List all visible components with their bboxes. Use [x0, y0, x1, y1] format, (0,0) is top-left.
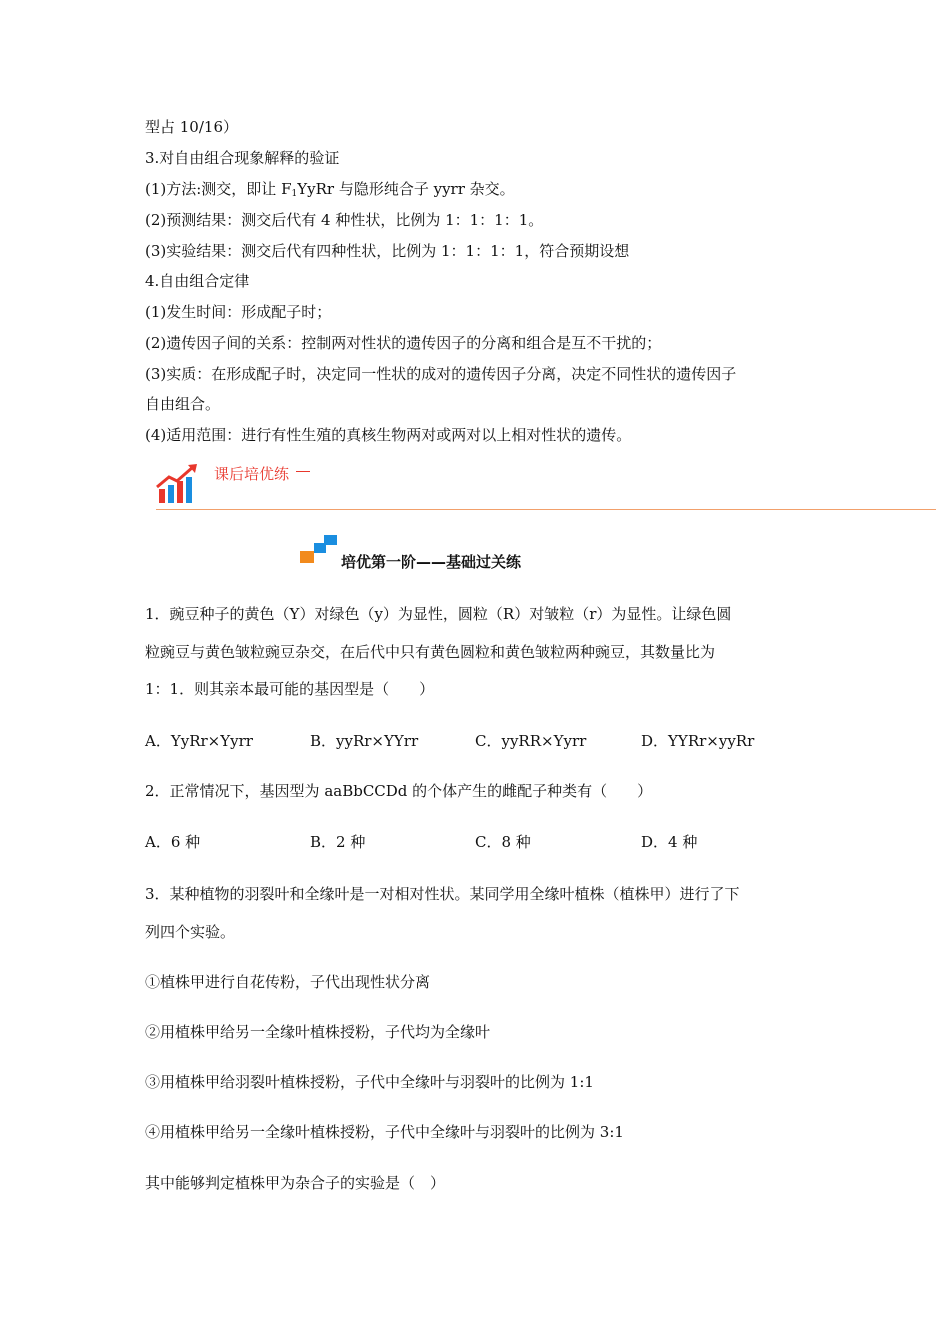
q2-option-c: C．8 种: [475, 833, 531, 851]
q2-option-b: B．2 种: [310, 833, 366, 851]
q3-item-3: ③用植株甲给羽裂叶植株授粉，子代中全缘叶与羽裂叶的比例为 1:1: [145, 1073, 594, 1091]
q2-option-a: A．6 种: [145, 833, 201, 851]
q3-question: 其中能够判定植株甲为杂合子的实验是（ ）: [145, 1174, 446, 1192]
blocks-icon: [298, 533, 340, 565]
text-line: (2)遗传因子间的关系：控制两对性状的遗传因子的分离和组合是互不干扰的；: [145, 334, 662, 352]
method-suffix: YyRr 与隐形纯合子 yyrr 杂交。: [297, 180, 515, 198]
text-line: 自由组合。: [145, 395, 221, 413]
q1-stem-line: 粒豌豆与黄色皱粒豌豆杂交，在后代中只有黄色圆粒和黄色皱粒两种豌豆，其数量比为: [145, 643, 716, 661]
text-line: (4)适用范围：进行有性生殖的真核生物两对或两对以上相对性状的遗传。: [145, 426, 632, 444]
q3-stem-line: 3．某种植物的羽裂叶和全缘叶是一对相对性状。某同学用全缘叶植株（植株甲）进行了下: [145, 885, 740, 903]
text-line: (3)实验结果：测交后代有四种性状，比例为 1：1：1：1，符合预期设想: [145, 242, 630, 260]
text-line: (3)实质：在形成配子时，决定同一性状的成对的遗传因子分离，决定不同性状的遗传因子: [145, 365, 737, 383]
q1-option-d: D．YYRr×yyRr: [641, 732, 755, 750]
q3-item-1: ①植株甲进行自花传粉，子代出现性状分离: [145, 973, 431, 991]
text-line: (2)预测结果：测交后代有 4 种性状，比例为 1：1：1：1。: [145, 211, 544, 229]
section-subtitle: 培优第一阶——基础过关练: [341, 553, 522, 571]
section-divider: [156, 509, 936, 510]
q2-option-d: D．4 种: [641, 833, 698, 851]
text-line: (1)发生时间：形成配子时；: [145, 303, 332, 321]
q1-option-a: A．YyRr×Yyrr: [145, 732, 253, 750]
text-line: 4.自由组合定律: [145, 272, 250, 290]
q1-option-b: B．yyRr×YYrr: [310, 732, 419, 750]
growth-chart-icon: [155, 463, 201, 505]
method-prefix: (1)方法:测交，即让 F: [145, 180, 292, 198]
q1-option-c: C．yyRR×Yyrr: [475, 732, 587, 750]
q1-stem-line: 1：1．则其亲本最可能的基因型是（ ）: [145, 680, 435, 698]
text-line: 型占 10/16）: [145, 118, 238, 136]
section-underline: [296, 471, 310, 472]
text-line: 3.对自由组合现象解释的验证: [145, 149, 340, 167]
method-line: [145, 179, 515, 204]
q2-stem: 2．正常情况下，基因型为 aaBbCCDd 的个体产生的雌配子种类有（ ）: [145, 782, 653, 800]
q3-item-4: ④用植株甲给另一全缘叶植株授粉，子代中全缘叶与羽裂叶的比例为 3:1: [145, 1123, 624, 1141]
section-label: 课后培优练: [214, 465, 290, 483]
q3-item-2: ②用植株甲给另一全缘叶植株授粉，子代均为全缘叶: [145, 1023, 491, 1041]
subscript: 1: [291, 189, 298, 199]
q3-stem-line: 列四个实验。: [145, 923, 236, 941]
q1-stem-line: 1．豌豆种子的黄色（Y）对绿色（y）为显性，圆粒（R）对皱粒（r）为显性。让绿色圆: [145, 605, 732, 623]
